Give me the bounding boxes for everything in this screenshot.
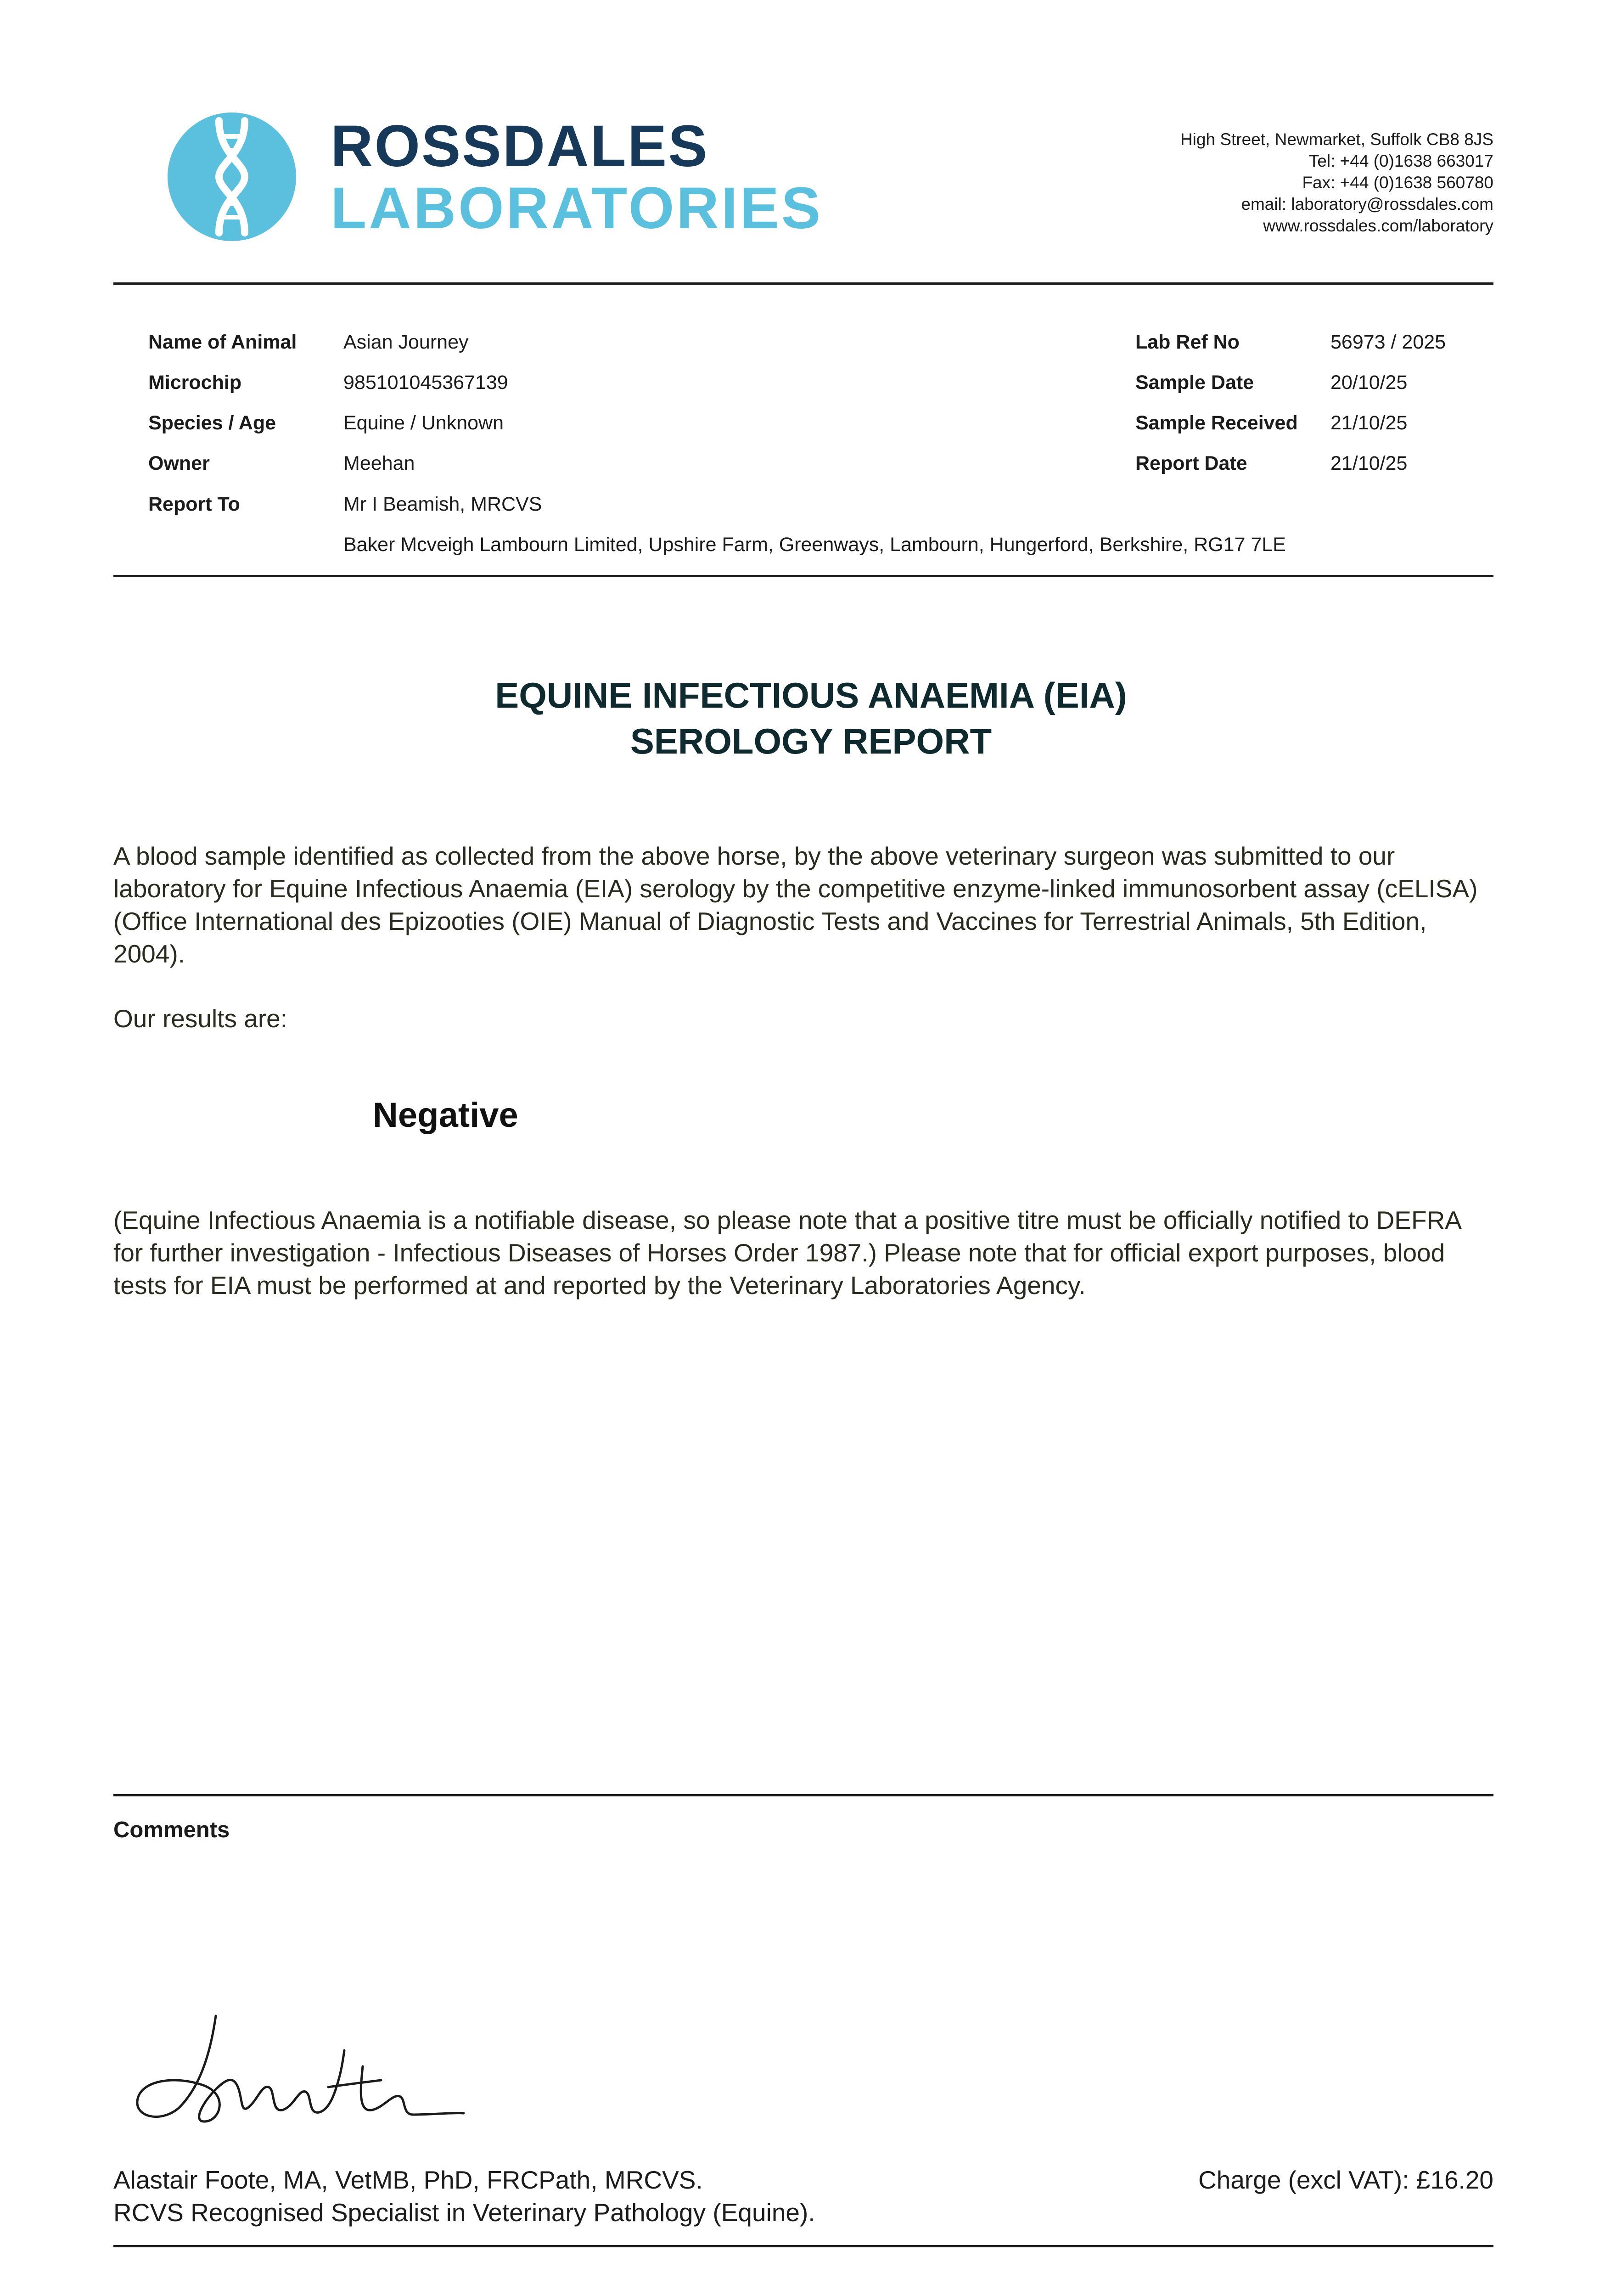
signer-block — [113, 2164, 815, 2229]
report-to-value: Mr I Beamish, MRCVS — [343, 493, 542, 515]
report-title-line1: EQUINE INFECTIOUS ANAEMIA (EIA) — [495, 675, 1127, 715]
sample-date-value: 20/10/25 — [1330, 371, 1408, 394]
microchip-value: 985101045367139 — [343, 371, 508, 394]
logo-wordmark-top: ROSSDALES — [331, 113, 709, 179]
comments-divider — [113, 1794, 1493, 1796]
report-date-label: Report Date — [1135, 452, 1247, 474]
sample-date-label: Sample Date — [1135, 371, 1254, 394]
owner-label: Owner — [148, 452, 210, 474]
details-divider — [113, 575, 1493, 577]
signer-name: Alastair Foote, MA, VetMB, PhD, FRCPath, MRCVS. — [113, 2166, 703, 2194]
comments-label: Comments — [113, 1818, 230, 1842]
notifiable-note: (Equine Infectious Anaemia is a notifiable disease, so please note that a positive titre must be officially notified to DEFRA for further investigation - Infectious Diseases of Horses Order 1987.) Please note that for official export purposes, blood tests for EIA must be performed at and reported by the Veterinary Laboratories Agency. — [113, 1206, 1460, 1300]
microchip-label: Microchip — [148, 371, 242, 394]
lab-website: www.rossdales.com/laboratory — [1263, 216, 1493, 235]
lab-ref-value: 56973 / 2025 — [1330, 331, 1446, 353]
report-to-address: Baker Mcveigh Lambourn Limited, Upshire Farm, Greenways, Lambourn, Hungerford, Berkshire, RG17 7LE — [343, 534, 1286, 556]
contact-block — [943, 129, 1493, 236]
lab-telephone: Tel: +44 (0)1638 663017 — [1308, 152, 1493, 170]
lab-fax: Fax: +44 (0)1638 560780 — [1302, 173, 1493, 192]
signer-title: RCVS Recognised Specialist in Veterinary Pathology (Equine). — [113, 2198, 815, 2227]
lab-address: High Street, Newmarket, Suffolk CB8 8JS — [1180, 130, 1493, 149]
test-result: Negative — [373, 1096, 518, 1135]
name-of-animal-label: Name of Animal — [148, 331, 297, 353]
species-age-value: Equine / Unknown — [343, 412, 504, 434]
sample-received-label: Sample Received — [1135, 412, 1298, 434]
name-of-animal-value: Asian Journey — [343, 331, 469, 353]
logo-wordmark-bottom: LABORATORIES — [331, 175, 823, 241]
report-date-value: 21/10/25 — [1330, 452, 1408, 474]
signature-image — [124, 2007, 473, 2131]
owner-value: Meehan — [343, 452, 415, 474]
header-divider — [113, 282, 1493, 285]
lab-email: email: laboratory@rossdales.com — [1241, 195, 1493, 214]
charge-amount: Charge (excl VAT): £16.20 — [1198, 2166, 1493, 2194]
dna-logo-icon — [168, 113, 296, 241]
report-to-label: Report To — [148, 493, 240, 515]
intro-paragraph: A blood sample identified as collected from the above horse, by the above veterinary surgeon was submitted to our laboratory for Equine Infectious Anaemia (EIA) serology by the competitive enzyme-linked immunosorbent assay (cELISA) (Office International des Epizooties (OIE) Manual of Diagnostic Tests and Vaccines for Terrestrial Animals, 5th Edition, 2004). — [113, 842, 1478, 968]
sample-received-value: 21/10/25 — [1330, 412, 1408, 434]
results-lead: Our results are: — [113, 1004, 288, 1033]
footer-divider — [113, 2245, 1493, 2247]
species-age-label: Species / Age — [148, 412, 276, 434]
lab-ref-label: Lab Ref No — [1135, 331, 1240, 353]
report-title-line2: SEROLOGY REPORT — [630, 721, 992, 761]
